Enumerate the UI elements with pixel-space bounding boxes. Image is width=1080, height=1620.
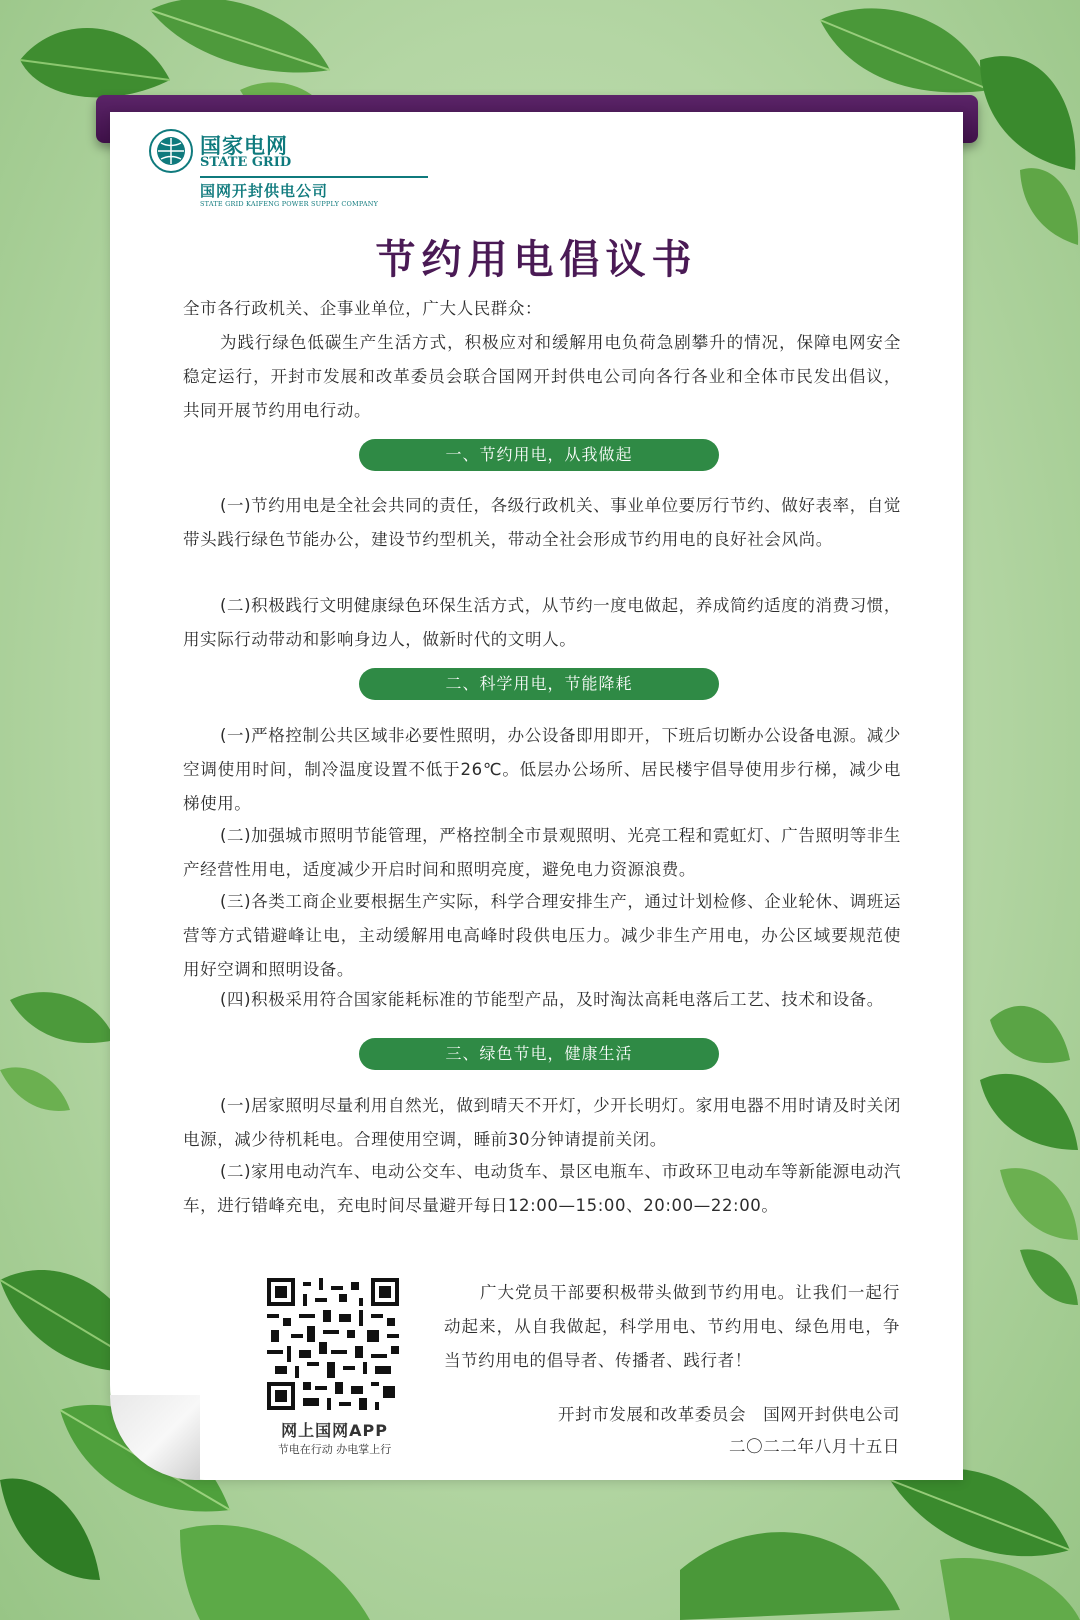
section-1-item-2: (二)积极践行文明健康绿色环保生活方式，从节约一度电做起，养成简约适度的消费习惯，用实际行动带动和影响身边人，做新时代的文明人。 <box>183 596 901 649</box>
qr-app-slogan: 节电在行动 办电掌上行 <box>277 1443 392 1456</box>
section-1-item-1: (一)节约用电是全社会共同的责任，各级行政机关、事业单位要厉行节约、做好表率，自觉带头践行绿色节能办公，建设节约型机关，带动全社会形成节约用电的良好社会风尚。 <box>183 496 901 549</box>
section-2-item-2: (二)加强城市照明节能管理，严格控制全市景观照明、光亮工程和霓虹灯、广告照明等非生产经营性用电，适度减少开启时间和照明亮度，避免电力资源浪费。 <box>183 826 901 879</box>
intro-paragraph: 为践行绿色低碳生产生活方式，积极应对和缓解用电负荷急剧攀升的情况，保障电网安全稳定运行，开封市发展和改革委员会联合国网开封供电公司向各行各业和全体市民发出倡议，共同开展节约用电行动。 <box>183 333 901 420</box>
logo-name-en: STATE GRID <box>200 155 292 170</box>
leaf-decoration-right <box>960 990 1080 1310</box>
section-3-item-2: (二)家用电动汽车、电动公交车、电动货车、景区电瓶车、市政环卫电动车等新能源电动汽车，进行错峰充电，充电时间尽量避开每日12:00—15:00、20:00—22:00。 <box>183 1162 901 1215</box>
qr-app-label: 网上国网APP <box>281 1421 388 1440</box>
section-2-item-3: (三)各类工商企业要根据生产实际，科学合理安排生产，通过计划检修、企业轮休、调班运营等方式错避峰让电，主动缓解用电高峰时段供电压力。减少非生产用电，办公区域要规范使用好空调和照明设备。 <box>183 892 901 979</box>
globe-emblem-icon <box>148 128 194 174</box>
salutation: 全市各行政机关、企事业单位，广大人民群众： <box>183 299 543 318</box>
section-3-item-1: (一)居家照明尽量利用自然光，做到晴天不开灯，少开长明灯。家用电器不用时请及时关闭电源，减少待机耗电。合理使用空调，睡前30分钟请提前关闭。 <box>183 1096 901 1149</box>
signatories: 开封市发展和改革委员会 国网开封供电公司 <box>558 1405 900 1424</box>
qr-code[interactable] <box>267 1278 399 1410</box>
logo-name-cn: 国家电网 <box>200 134 288 158</box>
section-heading-2: 二、科学用电，节能降耗 <box>359 668 719 700</box>
state-grid-logo <box>148 128 448 213</box>
section-heading-1: 一、节约用电，从我做起 <box>359 439 719 471</box>
section-heading-3: 三、绿色节电，健康生活 <box>359 1038 719 1070</box>
closing-paragraph: 广大党员干部要积极带头做到节约用电。让我们一起行动起来，从自我做起，科学用电、节约用电、绿色用电，争当节约用电的倡导者、传播者、践行者！ <box>444 1283 900 1370</box>
section-2-item-1: (一)严格控制公共区域非必要性照明，办公设备即用即开，下班后切断办公设备电源。减少空调使用时间，制冷温度设置不低于26℃。低层办公场所、居民楼宇倡导使用步行梯，减少电梯使用。 <box>183 726 901 813</box>
company-name-en: STATE GRID KAIFENG POWER SUPPLY COMPANY <box>200 200 379 208</box>
page-title: 节约用电倡议书 <box>375 236 698 283</box>
company-name-cn: 国网开封供电公司 <box>200 182 329 200</box>
section-2-item-4: (四)积极采用符合国家能耗标准的节能型产品，及时淘汰高耗电落后工艺、技术和设备。 <box>220 990 884 1009</box>
issue-date: 二〇二二年八月十五日 <box>729 1437 900 1456</box>
leaf-decoration-left <box>0 960 120 1120</box>
logo-divider <box>200 176 428 178</box>
